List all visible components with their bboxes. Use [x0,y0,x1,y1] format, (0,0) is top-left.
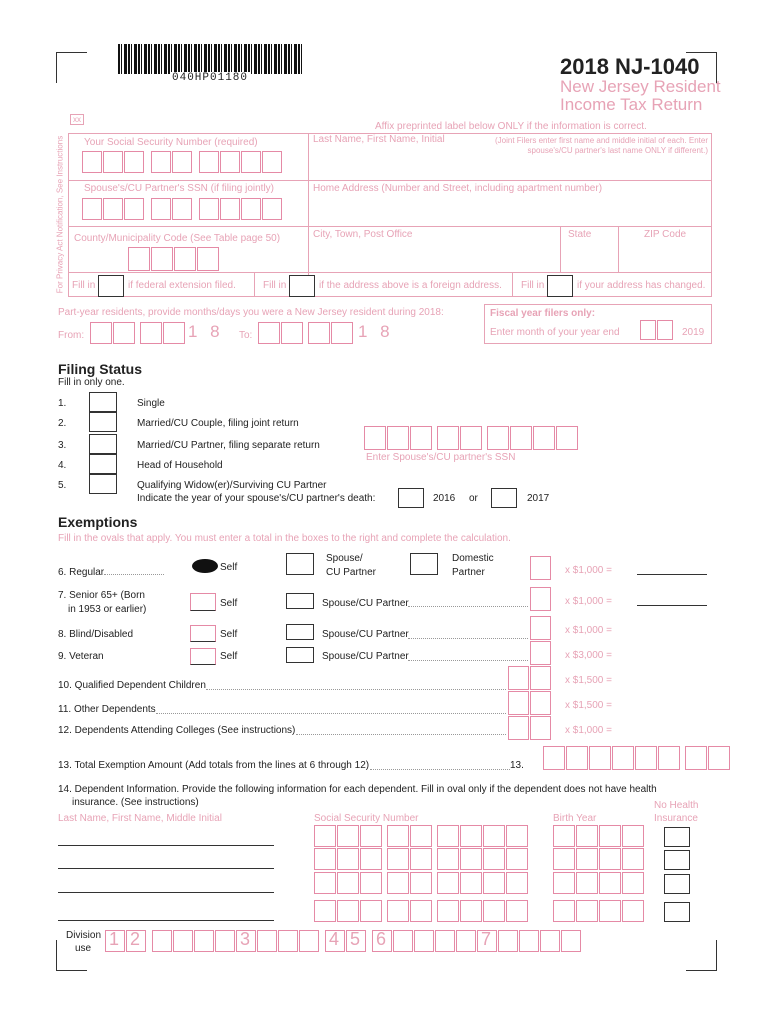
exemption-multiplier: x $1,000 = [565,596,612,607]
filing-option-number: 2. [58,418,67,429]
regular-self-label: Self [220,562,238,573]
dependent-birth-year-box[interactable] [553,900,575,922]
dependent-ssn-box[interactable] [360,825,382,847]
dependent-ssn-box[interactable] [460,872,482,894]
spouse-cu-ssn-label: Enter Spouse's/CU partner's SSN [366,452,516,463]
dependent-birth-year-box[interactable] [553,848,575,870]
sp-ssn-digit-box[interactable] [556,426,578,450]
ssn-digit-box[interactable] [103,151,123,173]
dependent-birth-year-box[interactable] [576,872,598,894]
division-digit: 1 [109,929,120,949]
dependent-ssn-box[interactable] [506,900,528,922]
filing-option-checkbox-1[interactable] [89,392,117,412]
division-digit: 5 [350,929,361,949]
exemption-count-box[interactable] [530,616,551,640]
total-exemption-line-number: 13. [510,760,524,771]
senior-label-a: 7. Senior 65+ (Born [58,590,145,601]
division-use-box [152,930,172,952]
dependent-ssn-box[interactable] [483,825,505,847]
to-digit-box[interactable] [308,322,330,344]
qualified-children-label: 10. Qualified Dependent Children [58,680,206,691]
form-subtitle-1: New Jersey Resident [560,77,721,96]
exemption-multiplier: x $1,000 = [565,725,612,736]
ssn-digit-box[interactable] [172,151,192,173]
dependent-ssn-box[interactable] [387,825,409,847]
dependent-ssn-box[interactable] [506,872,528,894]
total-exemption-label: 13. Total Exemption Amount (Add totals from the lines at 6 through 12) [58,760,370,771]
exemption-count-box[interactable] [508,691,529,715]
county-digit-box[interactable] [128,247,150,271]
division-use-box [173,930,193,952]
blind-label: 8. Blind/Disabled [58,629,134,640]
exemption-multiplier: x $1,000 = [565,625,612,636]
dependent-ssn-box[interactable] [337,900,359,922]
dependent-birth-year-box[interactable] [576,900,598,922]
division-use-box [299,930,319,952]
dependent-ssn-box[interactable] [483,848,505,870]
exemption-multiplier: x $1,000 = [565,565,612,576]
ssn-digit-box[interactable] [199,151,219,173]
division-digit: 6 [376,929,387,949]
exemption-multiplier: x $1,500 = [565,675,612,686]
dependent-no-insurance-checkbox[interactable] [664,850,690,870]
filing-option-number: 1. [58,398,67,409]
county-digit-box[interactable] [197,247,219,271]
privacy-act-sidebar: For Privacy Act Notification, See Instructions [55,135,65,294]
address-label: Home Address (Number and Street, including apartment number) [313,183,603,194]
exemption-count-box[interactable] [530,556,551,580]
dependent-birth-year-box[interactable] [553,872,575,894]
city-label: City, Town, Post Office [313,229,413,240]
blind-spouse-checkbox[interactable] [286,624,314,640]
dependent-ssn-box[interactable] [360,900,382,922]
or-label: or [469,493,478,504]
dependent-birth-year-box[interactable] [622,848,644,870]
dependent-birth-year-box[interactable] [576,825,598,847]
spouse-ssn-digit-box[interactable] [151,198,171,220]
fill-in-label-1: Fill in [72,280,96,291]
division-use-box [540,930,560,952]
regular-spouse-label-b: CU Partner [326,567,377,578]
name-label: Last Name, First Name, Initial [313,134,445,145]
filing-status-title: Filing Status [58,361,142,377]
division-use-box [236,930,256,952]
regular-domestic-checkbox[interactable] [410,553,438,575]
blind-self-checkbox[interactable] [190,625,216,642]
dependent-ssn-box[interactable] [387,872,409,894]
part-year-label: Part-year residents, provide months/days you were a New Jersey resident during 2018: [58,307,444,318]
dependent-name-line[interactable] [58,920,274,921]
dependent-no-insurance-checkbox[interactable] [664,874,690,894]
veteran-self-label: Self [220,651,238,662]
division-use-box [477,930,497,952]
college-dependents-label: 12. Dependents Attending Colleges (See instructions) [58,725,296,736]
fiscal-year-label: Fiscal year filers only: [490,308,596,319]
exemption-count-box[interactable] [508,716,529,740]
spouse-ssn-label: Spouse's/CU Partner's SSN (if filing jointly) [84,183,274,194]
dependent-ssn-box[interactable] [410,825,432,847]
dependent-ssn-box[interactable] [314,825,336,847]
spouse-ssn-digit-box[interactable] [220,198,240,220]
filing-option-number: 3. [58,440,67,451]
exemption-amount-line[interactable] [637,605,707,606]
sp-ssn-digit-box[interactable] [460,426,482,450]
fiscal-year-value: 2019 [682,327,705,338]
county-digit-box[interactable] [174,247,196,271]
sp-ssn-digit-box[interactable] [437,426,459,450]
senior-self-checkbox[interactable] [190,593,216,611]
barcode [118,44,304,74]
year-2016-label: 2016 [433,493,456,504]
filing-option-number: 4. [58,460,67,471]
division-use-box [257,930,277,952]
from-digit-box[interactable] [140,322,162,344]
division-use-box [105,930,125,952]
ssn-label: Your Social Security Number (required) [84,137,258,148]
division-use-box [456,930,476,952]
fiscal-month-box-1[interactable] [640,320,656,340]
division-use-label-a: Division [66,930,102,941]
spouse-ssn-digit-box[interactable] [241,198,261,220]
dependent-name-line[interactable] [58,845,274,846]
from-digit-box[interactable] [163,322,185,344]
spouse-ssn-digit-box[interactable] [199,198,219,220]
dependent-ssn-box[interactable] [410,872,432,894]
senior-spouse-checkbox[interactable] [286,593,314,609]
dependent-ssn-box[interactable] [337,825,359,847]
dependent-ssn-box[interactable] [410,900,432,922]
division-use-box [393,930,413,952]
dependent-ssn-box[interactable] [483,900,505,922]
exemption-amount-line[interactable] [637,574,707,575]
corner-mark-bottom-right [686,940,717,971]
from-digit-box[interactable] [90,322,112,344]
corner-mark-top-left [56,52,87,83]
veteran-label: 9. Veteran [58,651,104,662]
ssn-digit-box[interactable] [262,151,282,173]
federal-extension-checkbox[interactable] [98,275,124,297]
exemption-count-box[interactable] [530,587,551,611]
col-ssn-header: Social Security Number [314,813,419,824]
col-noins-header-b: Insurance [654,813,698,824]
filing-option-checkbox-3[interactable] [89,434,117,454]
fiscal-enter-label: Enter month of your year end [490,327,620,338]
ssn-digit-box[interactable] [220,151,240,173]
dependent-birth-year-box[interactable] [622,825,644,847]
filing-option-number: 5. [58,480,67,491]
senior-label-b: in 1953 or earlier) [68,604,147,615]
dependent-birth-year-box[interactable] [599,825,621,847]
dependent-ssn-box[interactable] [337,848,359,870]
dependent-ssn-box[interactable] [410,848,432,870]
small-code-box: xx [70,114,84,125]
exemption-count-box[interactable] [530,691,551,715]
sp-ssn-digit-box[interactable] [510,426,532,450]
division-use-box [561,930,581,952]
dependent-ssn-box[interactable] [460,848,482,870]
dependent-ssn-box[interactable] [387,848,409,870]
foreign-address-label: if the address above is a foreign address. [319,280,502,291]
sp-ssn-digit-box[interactable] [487,426,509,450]
division-use-box [498,930,518,952]
dependent-ssn-box[interactable] [314,872,336,894]
division-digit: 4 [329,929,340,949]
year-2017-label: 2017 [527,493,550,504]
dependent-ssn-box[interactable] [314,900,336,922]
division-use-box [372,930,392,952]
year-2016-checkbox[interactable] [398,488,424,508]
total-exemption-digit-box[interactable] [612,746,634,770]
from-year: 1 8 [188,322,224,341]
spouse-ssn-digit-box[interactable] [262,198,282,220]
total-exemption-digit-box[interactable] [635,746,657,770]
regular-label: 6. Regular [58,567,188,578]
division-use-box [346,930,366,952]
filing-option-label: Qualifying Widow(er)/Surviving CU Partner [137,480,327,491]
division-use-box [278,930,298,952]
dependent-birth-year-box[interactable] [553,825,575,847]
foreign-address-checkbox[interactable] [289,275,315,297]
dependent-birth-year-box[interactable] [599,900,621,922]
exemption-count-box[interactable] [530,641,551,665]
filing-option-label: Married/CU Partner, filing separate return [137,440,320,451]
ssn-digit-box[interactable] [151,151,171,173]
dependent-ssn-box[interactable] [314,848,336,870]
division-digit: 3 [240,929,251,949]
regular-domestic-label-a: Domestic [452,553,494,564]
dependent-name-line[interactable] [58,868,274,869]
dependent-ssn-box[interactable] [337,872,359,894]
spouse-ssn-digit-box[interactable] [103,198,123,220]
dependent-ssn-box[interactable] [437,872,459,894]
address-changed-checkbox[interactable] [547,275,573,297]
exemption-count-box[interactable] [530,716,551,740]
total-exemption-digit-box[interactable] [589,746,611,770]
spouse-ssn-digit-box[interactable] [172,198,192,220]
address-changed-label: if your address has changed. [577,280,706,291]
county-digit-box[interactable] [151,247,173,271]
total-exemption-cents-box[interactable] [685,746,707,770]
sp-ssn-digit-box[interactable] [387,426,409,450]
division-use-label-b: use [75,943,92,954]
spouse-ssn-digit-box[interactable] [82,198,102,220]
regular-self-oval-filled[interactable] [192,559,218,573]
regular-domestic-label-b: Partner [452,567,485,578]
to-digit-box[interactable] [281,322,303,344]
division-use-box [126,930,146,952]
to-year: 1 8 [358,322,394,341]
widow-year-label: Indicate the year of your spouse's/CU partner's death: [137,493,376,504]
affix-label-note: Affix preprinted label below ONLY if the information is correct. [375,121,647,132]
dependent-ssn-box[interactable] [387,900,409,922]
senior-self-label: Self [220,598,238,609]
dependent-ssn-box[interactable] [506,848,528,870]
dependent-ssn-box[interactable] [460,825,482,847]
from-label: From: [58,330,85,341]
form-subtitle-2: Income Tax Return [560,95,703,114]
filing-status-subtitle: Fill in only one. [58,377,125,388]
filing-option-checkbox-4[interactable] [89,454,117,474]
sp-ssn-digit-box[interactable] [533,426,555,450]
dependent-no-insurance-checkbox[interactable] [664,902,690,922]
fiscal-month-box-2[interactable] [657,320,673,340]
exemption-multiplier: x $3,000 = [565,650,612,661]
filing-option-label: Married/CU Couple, filing joint return [137,418,299,429]
total-exemption-digit-box[interactable] [543,746,565,770]
dependent-ssn-box[interactable] [483,872,505,894]
dependent-info-line-2: insurance. (See instructions) [72,797,199,808]
dependent-ssn-box[interactable] [437,900,459,922]
division-use-box [519,930,539,952]
dependent-ssn-box[interactable] [437,825,459,847]
to-digit-box[interactable] [331,322,353,344]
form-title: 2018 NJ-1040 [560,54,700,79]
col-birth-header: Birth Year [553,813,597,824]
veteran-spouse-checkbox[interactable] [286,647,314,663]
county-label: County/Municipality Code (See Table page 50) [74,233,281,244]
total-exemption-digit-box[interactable] [566,746,588,770]
dependent-name-line[interactable] [58,892,274,893]
exemption-multiplier: x $1,500 = [565,700,612,711]
dependent-ssn-box[interactable] [360,848,382,870]
senior-spouse-label: Spouse/CU Partner [322,598,409,609]
total-exemption-digit-box[interactable] [658,746,680,770]
dependent-ssn-box[interactable] [460,900,482,922]
blind-self-label: Self [220,629,238,640]
regular-spouse-checkbox[interactable] [286,553,314,575]
dependent-ssn-box[interactable] [360,872,382,894]
ssn-digit-box[interactable] [124,151,144,173]
from-digit-box[interactable] [113,322,135,344]
zip-label: ZIP Code [644,229,687,240]
regular-spouse-label-a: Spouse/ [326,553,363,564]
col-noins-header-a: No Health [654,800,699,811]
veteran-self-checkbox[interactable] [190,648,216,665]
total-exemption-cents-box[interactable] [708,746,730,770]
fill-in-label-2: Fill in [263,280,287,291]
veteran-spouse-label: Spouse/CU Partner [322,651,409,662]
ssn-digit-box[interactable] [82,151,102,173]
name-note: (Joint Filers enter first name and middle initial of each. Enter spouse's/CU partner's last name ONLY if different.) [495,136,708,155]
dependent-birth-year-box[interactable] [576,848,598,870]
blind-spouse-label: Spouse/CU Partner [322,629,409,640]
dependent-ssn-box[interactable] [506,825,528,847]
barcode-text: 040HP01180 [172,72,249,84]
exemption-count-box[interactable] [530,666,551,690]
filing-option-checkbox-5[interactable] [89,474,117,494]
sp-ssn-digit-box[interactable] [364,426,386,450]
filing-option-label: Single [137,398,165,409]
filing-option-checkbox-2[interactable] [89,412,117,432]
spouse-ssn-digit-box[interactable] [124,198,144,220]
exemptions-instructions: Fill in the ovals that apply. You must enter a total in the boxes to the right and complete the calculation. [58,533,511,544]
other-dependents-label: 11. Other Dependents [58,704,156,715]
dependent-info-line-1: 14. Dependent Information. Provide the following information for each dependent. Fill in oval only if the dependent does not have health [58,784,657,795]
to-label: To: [239,330,253,341]
col-name-header: Last Name, First Name, Middle Initial [58,813,222,824]
exemption-count-box[interactable] [508,666,529,690]
exemptions-title: Exemptions [58,514,138,530]
sp-ssn-digit-box[interactable] [410,426,432,450]
filing-option-label: Head of Household [137,460,223,471]
dependent-birth-year-box[interactable] [599,848,621,870]
dependent-no-insurance-checkbox[interactable] [664,827,690,847]
division-digit: 2 [130,929,141,949]
division-use-box [435,930,455,952]
division-use-box [215,930,235,952]
dependent-birth-year-box[interactable] [599,872,621,894]
division-use-box [194,930,214,952]
dependent-ssn-box[interactable] [437,848,459,870]
state-label: State [568,229,592,240]
dependent-birth-year-box[interactable] [622,872,644,894]
year-2017-checkbox[interactable] [491,488,517,508]
dependent-birth-year-box[interactable] [622,900,644,922]
division-use-box [325,930,345,952]
ssn-digit-box[interactable] [241,151,261,173]
division-digit: 7 [481,929,492,949]
federal-extension-label: if federal extension filed. [128,280,236,291]
division-use-box [414,930,434,952]
fill-in-label-3: Fill in [521,280,545,291]
to-digit-box[interactable] [258,322,280,344]
